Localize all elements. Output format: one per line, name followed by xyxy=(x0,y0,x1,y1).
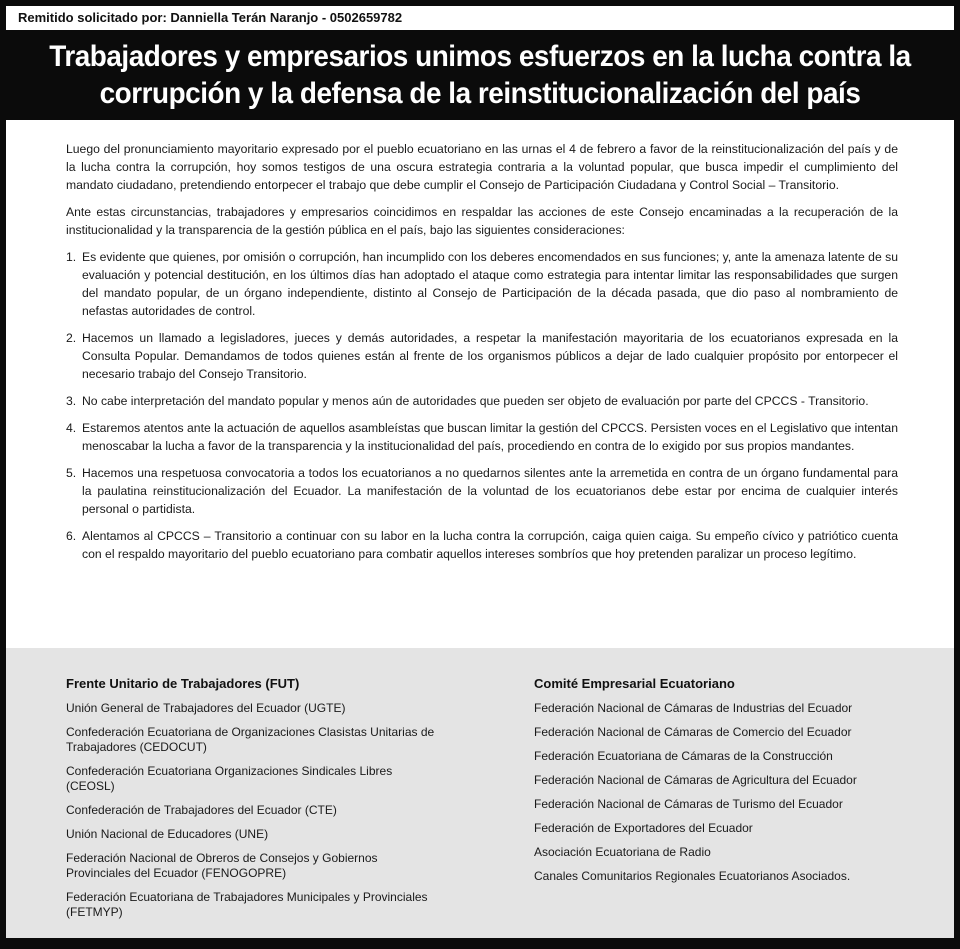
consideration-5 xyxy=(66,464,898,518)
item-text: Hacemos un llamado a legisladores, jueces y demás autoridades, a respetar la manifestación mayoritaria de los ecuatorianos expresada en la Consulta Popular. Demandamos de todos quienes están al frente de los organismos públicos a dejar de lado cualquier propósito por entorpecer el necesario trabajo del Consejo Transitorio. xyxy=(82,331,898,381)
consideration-1 xyxy=(66,248,898,320)
list-item: Confederación de Trabajadores del Ecuador (CTE) xyxy=(66,803,337,817)
intro-paragraph-1: Luego del pronunciamiento mayoritario expresado por el pueblo ecuatoriano en las urnas el 4 de febrero a favor de la reinstitucionalización del país y de la lucha contra la corrupción, hoy somos testigos de una oscura estrategia contraria a la voluntad popular, que busca impedir el cumplimiento del mandato ciudadano, pretendiendo entorpecer el trabajo que debe cumplir el Consejo de Participación Ciudadana y Control Social – Transitorio. xyxy=(66,142,898,192)
list-item: Federación Ecuatoriana de Trabajadores Municipales y Provinciales (FETMYP) xyxy=(66,890,428,919)
list-item: Confederación Ecuatoriana Organizaciones Sindicales Libres (CEOSL) xyxy=(66,764,393,793)
item-text: Es evidente que quienes, por omisión o corrupción, han incumplido con los deberes encomendados en sus funciones; y, ante la amenaza latente de su evaluación y potencial destitución, en los últimos días han adoptado el ataque como estrategia para intentar limitar las responsabilidades que surgen del mandato popular, de un órgano independiente, distinto al Consejo de Participación de la década pasada, que dio paso al nombramiento de nefastas autoridades de control. xyxy=(82,250,898,318)
headline-banner xyxy=(6,30,954,118)
headline-line-1: Trabajadores y empresarios unimos esfuerzos en la lucha contra la xyxy=(49,40,911,73)
item-text: No cabe interpretación del mandato popular y menos aún de autoridades que pueden ser objeto de evaluación por parte del CPCCS - Transitorio. xyxy=(82,394,869,408)
cee-column xyxy=(534,676,934,893)
list-item: Federación de Exportadores del Ecuador xyxy=(534,821,753,835)
headline-line-2: corrupción y la defensa de la reinstitucionalización del país xyxy=(99,77,861,110)
item-number: 6. xyxy=(66,529,77,543)
item-number: 4. xyxy=(66,421,77,435)
list-item: Federación Nacional de Obreros de Consejos y Gobiernos Provinciales del Ecuador (FENOGOPRE) xyxy=(66,851,378,880)
item-number: 5. xyxy=(66,466,77,480)
cee-heading: Comité Empresarial Ecuatoriano xyxy=(534,676,735,691)
item-text: Hacemos una respetuosa convocatoria a todos los ecuatorianos a no quedarnos silentes ante la arremetida en contra de un órgano fundamental para la paulatina reinstitucionalización del Ecuador. La manifestación de la voluntad de los ecuatorianos debe estar por encima de cualquier interés personal o partidista. xyxy=(82,466,898,516)
consideration-6 xyxy=(66,527,898,563)
fut-heading: Frente Unitario de Trabajadores (FUT) xyxy=(66,676,300,691)
headline xyxy=(39,30,921,112)
list-item: Federación Nacional de Cámaras de Industrias del Ecuador xyxy=(534,701,853,715)
list-item: Unión General de Trabajadores del Ecuador (UGTE) xyxy=(66,701,346,715)
fut-member-list xyxy=(66,701,436,920)
consideration-4 xyxy=(66,419,898,455)
list-item: Federación Nacional de Cámaras de Turismo del Ecuador xyxy=(534,797,843,811)
remitido-line: Remitido solicitado por: Danniella Terán Naranjo - 0502659782 xyxy=(6,6,954,30)
item-text: Alentamos al CPCCS – Transitorio a continuar con su labor en la lucha contra la corrupción, caiga quien caiga. Su empeño cívico y patriótico cuenta con el respaldo mayoritario del pueblo ecuatoriano para combatir aquellos intereses sombríos que hoy pretenden paralizar un proceso legítimo. xyxy=(82,529,898,561)
list-item: Federación Nacional de Cámaras de Comercio del Ecuador xyxy=(534,725,852,739)
list-item: Canales Comunitarios Regionales Ecuatorianos Asociados. xyxy=(534,869,851,883)
item-number: 1. xyxy=(66,250,77,264)
list-item: Federación Ecuatoriana de Cámaras de la Construcción xyxy=(534,749,833,763)
list-item: Federación Nacional de Cámaras de Agricultura del Ecuador xyxy=(534,773,857,787)
item-text: Estaremos atentos ante la actuación de aquellos asambleístas que buscan limitar la gestión del CPCCS. Persisten voces en el Legislativo que intentan menoscabar la lucha a favor de la transparencia y la institucionalidad del país, procediendo en contra de lo exigido por sus propios mandantes. xyxy=(82,421,898,453)
statement-body xyxy=(6,120,954,648)
signatories-panel xyxy=(6,648,954,938)
item-number: 3. xyxy=(66,394,77,408)
consideration-2 xyxy=(66,329,898,383)
fut-column xyxy=(66,676,436,929)
list-item: Unión Nacional de Educadores (UNE) xyxy=(66,827,269,841)
list-item: Asociación Ecuatoriana de Radio xyxy=(534,845,711,859)
item-number: 2. xyxy=(66,331,77,345)
cee-member-list xyxy=(534,701,934,884)
intro-paragraph-2: Ante estas circunstancias, trabajadores y empresarios coincidimos en respaldar las acciones de este Consejo encaminadas a la recuperación de la institucionalidad y la transparencia de la gestión pública en el país, bajo las siguientes consideraciones: xyxy=(66,205,898,237)
consideration-3 xyxy=(66,392,898,410)
list-item: Confederación Ecuatoriana de Organizaciones Clasistas Unitarias de Trabajadores (CEDOCUT) xyxy=(66,725,435,754)
